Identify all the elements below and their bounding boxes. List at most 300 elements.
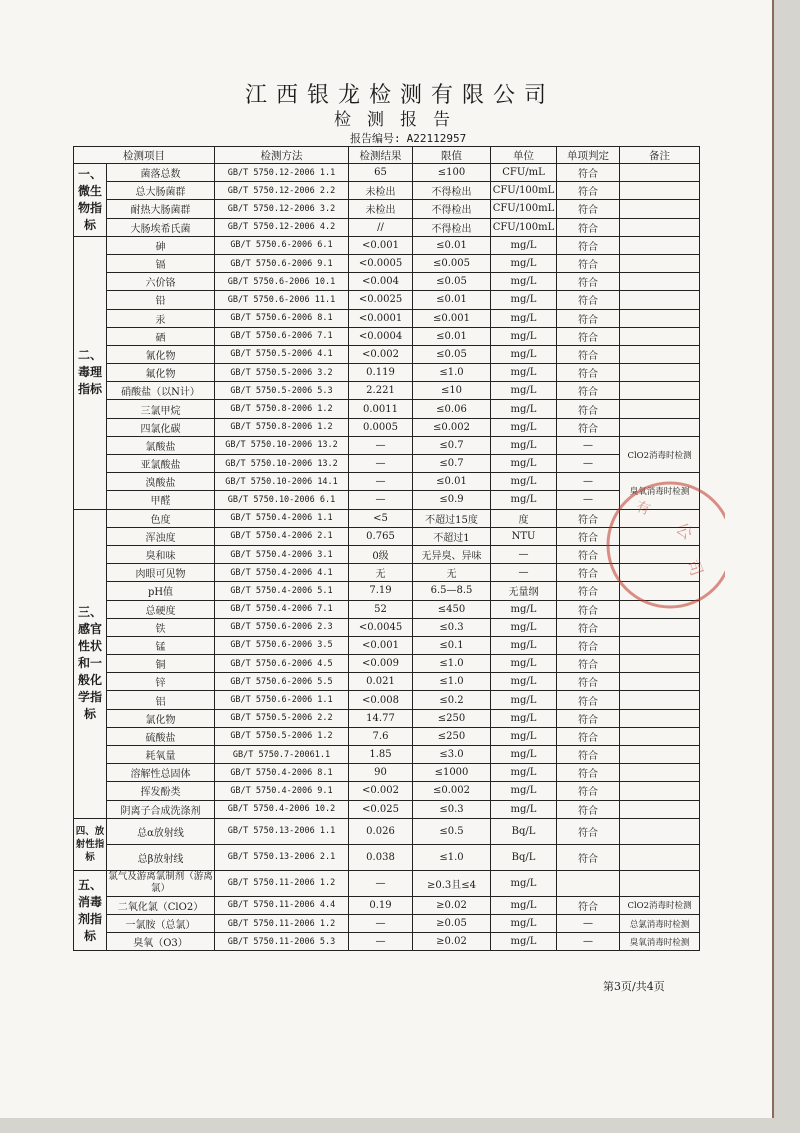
- test-method: GB/T 5750.6-2006 7.1: [215, 327, 349, 345]
- test-unit: CFU/100mL: [491, 200, 557, 218]
- test-result: <0.0045: [349, 618, 413, 636]
- test-judgement: 符合: [557, 636, 620, 654]
- table-row: [74, 273, 700, 291]
- test-unit: mg/L: [491, 764, 557, 782]
- test-method: GB/T 5750.4-2006 3.1: [215, 545, 349, 563]
- test-judgement: 符合: [557, 418, 620, 436]
- test-unit: Bq/L: [491, 818, 557, 844]
- report-title: 检测报告: [334, 110, 466, 130]
- category-tox: 二、毒理指标: [74, 236, 107, 509]
- test-item: 总大肠菌群: [107, 182, 215, 200]
- table-row: [74, 182, 700, 200]
- test-item: 氰化物: [107, 345, 215, 363]
- table-row: [74, 582, 700, 600]
- test-item: 硫酸盐: [107, 727, 215, 745]
- test-judgement: 符合: [557, 164, 620, 182]
- test-limit: 无: [413, 564, 491, 582]
- category-sense: 三、感官性状和一般化学指标: [74, 509, 107, 818]
- test-result: //: [349, 218, 413, 236]
- test-result: <0.002: [349, 782, 413, 800]
- test-method: GB/T 5750.5-2006 1.2: [215, 727, 349, 745]
- test-limit: ≤0.9: [413, 491, 491, 509]
- test-result: <0.008: [349, 691, 413, 709]
- test-method: GB/T 5750.4-2006 10.2: [215, 800, 349, 818]
- table-row: [74, 418, 700, 436]
- test-limit: ≤0.7: [413, 436, 491, 454]
- table-row: [74, 844, 700, 870]
- report-number-value: A22112957: [406, 132, 467, 145]
- note-cell-empty: [620, 746, 700, 764]
- test-item: 浑浊度: [107, 527, 215, 545]
- test-result: 90: [349, 764, 413, 782]
- note-cell-empty: [620, 236, 700, 254]
- svg-text:公: 公: [672, 518, 697, 544]
- header-method: 检测方法: [215, 147, 349, 164]
- test-item: 臭氧（O3）: [107, 933, 215, 951]
- test-method: GB/T 5750.6-2006 4.5: [215, 655, 349, 673]
- header-unit: 单位: [491, 147, 557, 164]
- test-method: GB/T 5750.6-2006 11.1: [215, 291, 349, 309]
- test-judgement: 符合: [557, 800, 620, 818]
- test-unit: mg/L: [491, 709, 557, 727]
- test-unit: mg/L: [491, 727, 557, 745]
- test-item: 铅: [107, 291, 215, 309]
- test-item: 铁: [107, 618, 215, 636]
- table-row: [74, 327, 700, 345]
- note-cell-empty: [620, 564, 700, 582]
- test-item: 色度: [107, 509, 215, 527]
- test-item: 臭和味: [107, 545, 215, 563]
- test-item: 三氯甲烷: [107, 400, 215, 418]
- test-result: 0.038: [349, 844, 413, 870]
- test-method: GB/T 5750.5-2006 2.2: [215, 709, 349, 727]
- test-judgement: —: [557, 473, 620, 491]
- note-cell-empty: [620, 844, 700, 870]
- test-result: 无: [349, 564, 413, 582]
- note-cell: 臭氧消毒时检测: [620, 933, 700, 951]
- test-method: GB/T 5750.10-2006 6.1: [215, 491, 349, 509]
- test-item: 耗氧量: [107, 746, 215, 764]
- test-judgement: [557, 870, 620, 896]
- note-cell-empty: [620, 727, 700, 745]
- test-limit: ≥0.02: [413, 933, 491, 951]
- test-limit: ≤1.0: [413, 655, 491, 673]
- table-row: [74, 655, 700, 673]
- test-unit: mg/L: [491, 618, 557, 636]
- test-judgement: 符合: [557, 709, 620, 727]
- test-result: 0.19: [349, 896, 413, 914]
- test-unit: mg/L: [491, 273, 557, 291]
- test-limit: ≤250: [413, 727, 491, 745]
- test-unit: mg/L: [491, 400, 557, 418]
- test-result: <0.0005: [349, 254, 413, 272]
- test-item: 汞: [107, 309, 215, 327]
- test-result: <0.001: [349, 236, 413, 254]
- test-item: 锰: [107, 636, 215, 654]
- note-cell-empty: [620, 273, 700, 291]
- header-judge: 单项判定: [557, 147, 620, 164]
- test-judgement: 符合: [557, 400, 620, 418]
- test-method: GB/T 5750.6-2006 5.5: [215, 673, 349, 691]
- test-judgement: 符合: [557, 291, 620, 309]
- test-method: GB/T 5750.4-2006 7.1: [215, 600, 349, 618]
- note-cell-empty: [620, 364, 700, 382]
- note-cell: 臭氧消毒时检测: [620, 473, 700, 509]
- test-method: GB/T 5750.7-20061.1: [215, 746, 349, 764]
- test-item: 甲醛: [107, 491, 215, 509]
- test-method: GB/T 5750.13-2006 1.1: [215, 818, 349, 844]
- table-row: [74, 527, 700, 545]
- note-cell-empty: [620, 618, 700, 636]
- test-unit: mg/L: [491, 309, 557, 327]
- test-method: GB/T 5750.11-2006 5.3: [215, 933, 349, 951]
- test-method: GB/T 5750.6-2006 6.1: [215, 236, 349, 254]
- test-item: 硝酸盐（以N计）: [107, 382, 215, 400]
- test-unit: NTU: [491, 527, 557, 545]
- test-item: 菌落总数: [107, 164, 215, 182]
- header-limit: 限值: [413, 147, 491, 164]
- test-limit: ≤0.005: [413, 254, 491, 272]
- test-judgement: 符合: [557, 818, 620, 844]
- test-limit: ≤450: [413, 600, 491, 618]
- test-method: GB/T 5750.5-2006 3.2: [215, 364, 349, 382]
- note-cell-empty: [620, 527, 700, 545]
- test-unit: CFU/100mL: [491, 218, 557, 236]
- test-item: 铜: [107, 655, 215, 673]
- test-limit: ≤10: [413, 382, 491, 400]
- test-result: 0.119: [349, 364, 413, 382]
- test-unit: mg/L: [491, 600, 557, 618]
- test-unit: mg/L: [491, 473, 557, 491]
- test-limit: ≤1.0: [413, 364, 491, 382]
- test-judgement: 符合: [557, 564, 620, 582]
- test-judgement: 符合: [557, 746, 620, 764]
- test-result: —: [349, 455, 413, 473]
- test-unit: mg/L: [491, 691, 557, 709]
- test-method: GB/T 5750.12-2006 2.2: [215, 182, 349, 200]
- category-disinf: 五、消毒剂指标: [74, 870, 107, 951]
- test-item: 六价铬: [107, 273, 215, 291]
- test-method: GB/T 5750.4-2006 1.1: [215, 509, 349, 527]
- test-unit: 度: [491, 509, 557, 527]
- test-judgement: 符合: [557, 691, 620, 709]
- table-row: [74, 818, 700, 844]
- note-cell-empty: [620, 800, 700, 818]
- test-item: 挥发酚类: [107, 782, 215, 800]
- note-cell-empty: [620, 636, 700, 654]
- test-unit: mg/L: [491, 327, 557, 345]
- test-result: —: [349, 870, 413, 896]
- table-row: [74, 455, 700, 473]
- header-note: 备注: [620, 147, 700, 164]
- test-judgement: 符合: [557, 582, 620, 600]
- test-item: 耐热大肠菌群: [107, 200, 215, 218]
- test-method: GB/T 5750.4-2006 4.1: [215, 564, 349, 582]
- test-method: GB/T 5750.8-2006 1.2: [215, 400, 349, 418]
- test-result: —: [349, 933, 413, 951]
- test-result: 52: [349, 600, 413, 618]
- test-item: 硒: [107, 327, 215, 345]
- test-limit: ≤0.01: [413, 236, 491, 254]
- test-item: 氟化物: [107, 364, 215, 382]
- test-unit: mg/L: [491, 636, 557, 654]
- note-cell-empty: [620, 400, 700, 418]
- table-row: [74, 382, 700, 400]
- test-unit: mg/L: [491, 673, 557, 691]
- table-row: [74, 746, 700, 764]
- test-judgement: 符合: [557, 527, 620, 545]
- test-judgement: 符合: [557, 545, 620, 563]
- note-cell-empty: [620, 709, 700, 727]
- test-unit: Bq/L: [491, 844, 557, 870]
- test-result: <5: [349, 509, 413, 527]
- test-limit: 不得检出: [413, 182, 491, 200]
- note-cell-empty: [620, 782, 700, 800]
- report-number-label: 报告编号:: [350, 132, 401, 145]
- note-cell-empty: [620, 418, 700, 436]
- test-unit: mg/L: [491, 291, 557, 309]
- table-row: [74, 914, 700, 932]
- table-row: [74, 618, 700, 636]
- test-limit: ≤250: [413, 709, 491, 727]
- test-method: GB/T 5750.5-2006 5.3: [215, 382, 349, 400]
- test-method: GB/T 5750.10-2006 13.2: [215, 436, 349, 454]
- test-result: 0.0011: [349, 400, 413, 418]
- test-item: pH值: [107, 582, 215, 600]
- test-limit: ≤0.002: [413, 418, 491, 436]
- table-row: [74, 218, 700, 236]
- report-number: [350, 130, 472, 146]
- test-result: 未检出: [349, 200, 413, 218]
- test-limit: ≤0.05: [413, 345, 491, 363]
- test-unit: mg/L: [491, 254, 557, 272]
- svg-text:司: 司: [683, 556, 707, 579]
- table-row: [74, 636, 700, 654]
- table-row: [74, 709, 700, 727]
- test-method: GB/T 5750.6-2006 2.3: [215, 618, 349, 636]
- test-judgement: 符合: [557, 655, 620, 673]
- note-cell-empty: [620, 509, 700, 527]
- test-result: <0.025: [349, 800, 413, 818]
- test-item: 氯化物: [107, 709, 215, 727]
- test-result: 1.85: [349, 746, 413, 764]
- test-limit: ≤3.0: [413, 746, 491, 764]
- test-result: 2.221: [349, 382, 413, 400]
- note-cell-empty: [620, 600, 700, 618]
- test-limit: ≤0.1: [413, 636, 491, 654]
- test-judgement: —: [557, 914, 620, 932]
- note-cell: 总氯消毒时检测: [620, 914, 700, 932]
- table-row: [74, 236, 700, 254]
- test-unit: mg/L: [491, 455, 557, 473]
- results-table: [73, 146, 700, 951]
- note-cell-empty: [620, 382, 700, 400]
- test-result: 0.021: [349, 673, 413, 691]
- table-row: [74, 545, 700, 563]
- test-judgement: 符合: [557, 182, 620, 200]
- note-cell-empty: [620, 582, 700, 600]
- company-name: 江西银龙检测有限公司: [244, 83, 555, 108]
- test-item: 二氧化氯（ClO2）: [107, 896, 215, 914]
- note-cell-empty: [620, 673, 700, 691]
- note-cell-empty: [620, 545, 700, 563]
- test-limit: ≤0.3: [413, 800, 491, 818]
- test-result: 14.77: [349, 709, 413, 727]
- note-cell-empty: [620, 327, 700, 345]
- note-cell-empty: [620, 164, 700, 182]
- table-row: [74, 309, 700, 327]
- test-item: 镉: [107, 254, 215, 272]
- test-result: 7.6: [349, 727, 413, 745]
- table-row: [74, 400, 700, 418]
- test-judgement: 符合: [557, 896, 620, 914]
- test-method: GB/T 5750.10-2006 14.1: [215, 473, 349, 491]
- test-limit: 不得检出: [413, 218, 491, 236]
- test-unit: mg/L: [491, 746, 557, 764]
- table-row: [74, 364, 700, 382]
- test-unit: mg/L: [491, 236, 557, 254]
- test-judgement: —: [557, 455, 620, 473]
- test-limit: ≤0.002: [413, 782, 491, 800]
- test-unit: mg/L: [491, 418, 557, 436]
- test-result: —: [349, 914, 413, 932]
- test-result: <0.009: [349, 655, 413, 673]
- note-cell-empty: [620, 309, 700, 327]
- test-unit: mg/L: [491, 345, 557, 363]
- note-cell-empty: [620, 345, 700, 363]
- table-row: [74, 436, 700, 454]
- test-method: GB/T 5750.4-2006 2.1: [215, 527, 349, 545]
- test-method: GB/T 5750.11-2006 4.4: [215, 896, 349, 914]
- test-item: 氯气及游离氯制剂（游离氯）: [108, 871, 213, 895]
- test-judgement: 符合: [557, 509, 620, 527]
- test-limit: ≤0.06: [413, 400, 491, 418]
- page-number: 第3页/共4页: [603, 980, 665, 993]
- test-method: GB/T 5750.11-2006 1.2: [215, 914, 349, 932]
- test-item: 大肠埃希氏菌: [107, 218, 215, 236]
- note-cell-empty: [620, 818, 700, 844]
- test-unit: CFU/mL: [491, 164, 557, 182]
- test-item: 铝: [107, 691, 215, 709]
- test-limit: ≥0.02: [413, 896, 491, 914]
- test-method: GB/T 5750.10-2006 13.2: [215, 455, 349, 473]
- test-result: 65: [349, 164, 413, 182]
- table-row: [74, 870, 700, 896]
- note-cell-empty: [620, 291, 700, 309]
- test-unit: mg/L: [491, 382, 557, 400]
- test-limit: ≤0.01: [413, 291, 491, 309]
- test-result: —: [349, 473, 413, 491]
- test-method: GB/T 5750.12-2006 4.2: [215, 218, 349, 236]
- test-result: <0.004: [349, 273, 413, 291]
- note-cell-empty: [620, 182, 700, 200]
- test-limit: 6.5—8.5: [413, 582, 491, 600]
- test-item: 氯酸盐: [107, 436, 215, 454]
- note-cell: ClO2消毒时检测: [620, 436, 700, 472]
- test-item: 阴离子合成洗涤剂: [107, 800, 215, 818]
- test-method: GB/T 5750.4-2006 9.1: [215, 782, 349, 800]
- test-result: 未检出: [349, 182, 413, 200]
- table-row: [74, 673, 700, 691]
- test-method: GB/T 5750.6-2006 10.1: [215, 273, 349, 291]
- test-unit: mg/L: [491, 896, 557, 914]
- test-item: 一氯胺（总氯）: [107, 914, 215, 932]
- test-limit: ≤1000: [413, 764, 491, 782]
- test-unit: —: [491, 564, 557, 582]
- test-judgement: 符合: [557, 236, 620, 254]
- test-item: 溶解性总固体: [107, 764, 215, 782]
- test-unit: mg/L: [491, 655, 557, 673]
- test-limit: ≤1.0: [413, 844, 491, 870]
- note-cell-empty: [620, 218, 700, 236]
- test-result: <0.001: [349, 636, 413, 654]
- test-unit: mg/L: [491, 436, 557, 454]
- table-row: [74, 564, 700, 582]
- test-unit: mg/L: [491, 782, 557, 800]
- table-row: [74, 691, 700, 709]
- table-row: [74, 473, 700, 491]
- test-method: GB/T 5750.4-2006 5.1: [215, 582, 349, 600]
- test-judgement: 符合: [557, 200, 620, 218]
- table-row: [74, 727, 700, 745]
- table-row: [74, 164, 700, 182]
- note-cell-empty: [620, 691, 700, 709]
- test-method: GB/T 5750.8-2006 1.2: [215, 418, 349, 436]
- test-judgement: 符合: [557, 382, 620, 400]
- table-row: [74, 764, 700, 782]
- test-judgement: 符合: [557, 782, 620, 800]
- test-result: —: [349, 436, 413, 454]
- header-result: 检测结果: [349, 147, 413, 164]
- test-item: 锌: [107, 673, 215, 691]
- table-row: [74, 291, 700, 309]
- test-limit: 不超过1: [413, 527, 491, 545]
- test-unit: mg/L: [491, 491, 557, 509]
- table-row: [74, 491, 700, 509]
- note-cell: ClO2消毒时检测: [620, 896, 700, 914]
- table-row: [74, 933, 700, 951]
- test-result: —: [349, 491, 413, 509]
- test-result: <0.002: [349, 345, 413, 363]
- test-item: 亚氯酸盐: [107, 455, 215, 473]
- table-row: [74, 509, 700, 527]
- test-limit: ≤0.001: [413, 309, 491, 327]
- test-judgement: 符合: [557, 309, 620, 327]
- test-method: GB/T 5750.13-2006 2.1: [215, 844, 349, 870]
- test-limit: ≥0.3且≤4: [413, 870, 491, 896]
- table-row: [74, 254, 700, 272]
- test-limit: ≤0.01: [413, 473, 491, 491]
- test-method: GB/T 5750.6-2006 3.5: [215, 636, 349, 654]
- test-judgement: 符合: [557, 764, 620, 782]
- test-judgement: 符合: [557, 364, 620, 382]
- test-result: <0.0025: [349, 291, 413, 309]
- test-result: 0.026: [349, 818, 413, 844]
- table-row: [74, 782, 700, 800]
- test-unit: —: [491, 545, 557, 563]
- test-limit: ≤0.01: [413, 327, 491, 345]
- test-unit: 无量纲: [491, 582, 557, 600]
- test-result: <0.0001: [349, 309, 413, 327]
- test-judgement: 符合: [557, 273, 620, 291]
- test-judgement: —: [557, 491, 620, 509]
- test-judgement: 符合: [557, 254, 620, 272]
- table-row: [74, 345, 700, 363]
- table-row: [74, 600, 700, 618]
- svg-text:有: 有: [633, 498, 653, 519]
- test-unit: mg/L: [491, 933, 557, 951]
- test-method: GB/T 5750.12-2006 3.2: [215, 200, 349, 218]
